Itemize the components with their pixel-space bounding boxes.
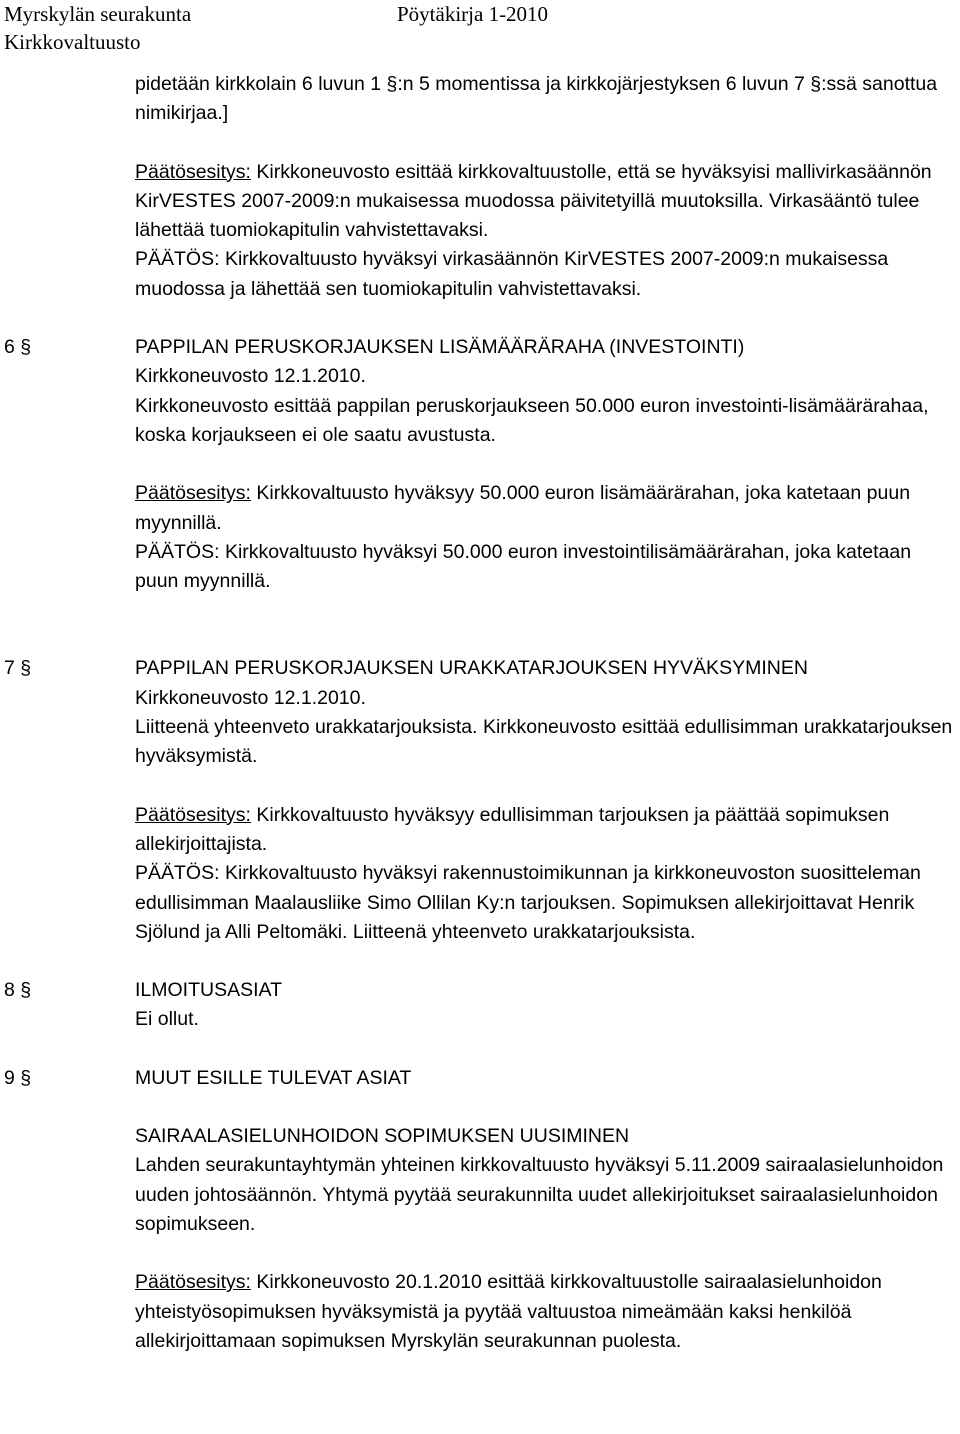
section-9 xyxy=(4,1064,955,1356)
section-number: 6 § xyxy=(4,336,32,359)
council-name: Kirkkovaltuusto xyxy=(4,30,141,54)
spacer xyxy=(135,772,955,801)
spacer xyxy=(135,304,955,333)
section-number: 7 § xyxy=(4,657,32,680)
section-title: MUUT ESILLE TULEVAT ASIAT xyxy=(135,1066,412,1089)
section-number: 9 § xyxy=(4,1066,32,1089)
proposal-text: Kirkkovaltuusto hyväksyy 50.000 euron lisämäärärahan, joka katetaan puun myynnillä. xyxy=(135,482,911,534)
decision-paragraph: PÄÄTÖS: Kirkkovaltuusto hyväksyi virkasäännön KirVESTES 2007-2009:n mukaisessa muodossa ja lähettää sen tuomiokapitulin vahvistettavaksi. xyxy=(135,248,889,300)
proposal-label: Päätösesitys: xyxy=(135,482,251,505)
section-title: PAPPILAN PERUSKORJAUKSEN URAKKATARJOUKSEN HYVÄKSYMINEN xyxy=(135,657,808,680)
spacer xyxy=(135,129,955,158)
continuation-text: pidetään kirkkolain 6 luvun 1 §:n 5 momentissa ja kirkkojärjestyksen 6 luvun 7 §:ssä sanottua nimikirjaa.] xyxy=(135,73,938,125)
document-id: Pöytäkirja 1-2010 xyxy=(397,2,549,26)
proposal-text: Kirkkoneuvosto esittää kirkkovaltuustolle, että se hyväksyisi mallivirkasäännön KirVESTES 2007-2009:n mukaisessa muodossa päivitetyillä muutoksilla. Virkasääntö tulee lähettää tuomiokapitulin vahvistettavaksi. xyxy=(135,160,932,242)
minutes-body xyxy=(4,70,955,1356)
spacer xyxy=(135,450,955,479)
parish-name: Myrskylän seurakunta xyxy=(4,2,192,26)
section-subtitle: SAIRAALASIELUNHOIDON SOPIMUKSEN UUSIMINEN xyxy=(135,1125,630,1148)
section-8 xyxy=(4,976,955,1035)
spacer xyxy=(135,947,955,976)
spacer xyxy=(135,596,955,654)
proposal-paragraph xyxy=(135,801,955,860)
proposal-text: Kirkkovaltuusto hyväksyy edullisimman tarjouksen ja päättää sopimuksen allekirjoittajista. xyxy=(135,803,890,855)
section-date: Kirkkoneuvosto 12.1.2010. xyxy=(135,365,366,388)
spacer xyxy=(135,1239,955,1268)
decision-paragraph: PÄÄTÖS: Kirkkovaltuusto hyväksyi rakennustoimikunnan ja kirkkoneuvoston suositteleman edullisimman Maalausliike Simo Ollilan Ky:n tarjouksen. Sopimuksen allekirjoittavat Henrik Sjölund ja Alli Peltomäki. Liitteenä yhteenveto urakkatarjouksista. xyxy=(135,862,921,943)
section-body: Lahden seurakuntayhtymän yhteinen kirkkovaltuusto hyväksyi 5.11.2009 sairaalasielunhoidon uuden johtosäännön. Yhtymä pyytää seurakunnilta uudet allekirjoitukset sairaalasielunhoidon sopimukseen. xyxy=(135,1154,944,1235)
proposal-paragraph xyxy=(135,479,955,538)
section-title: ILMOITUSASIAT xyxy=(135,979,282,1002)
spacer xyxy=(135,1093,955,1122)
proposal-text: Kirkkoneuvosto 20.1.2010 esittää kirkkovaltuustolle sairaalasielunhoidon yhteistyösopimuksen hyväksymistä ja pyytää valtuustoa nimeämään kaksi henkilöä allekirjoittamaan sopimuksen Myrskylän seurakunnan puolesta. xyxy=(135,1271,882,1352)
proposal-label: Päätösesitys: xyxy=(135,1271,251,1294)
page-header xyxy=(4,0,954,60)
section-title: PAPPILAN PERUSKORJAUKSEN LISÄMÄÄRÄRAHA (INVESTOINTI) xyxy=(135,336,745,359)
decision-paragraph: PÄÄTÖS: Kirkkovaltuusto hyväksyi 50.000 euron investointilisämäärärahan, joka katetaan puun myynnillä. xyxy=(135,540,912,593)
section-body: Liitteenä yhteenveto urakkatarjouksista. Kirkkoneuvosto esittää edullisimman urakkatarjouksen hyväksymistä. xyxy=(135,716,953,768)
spacer xyxy=(135,1035,955,1064)
proposal-label: Päätösesitys: xyxy=(135,160,251,183)
section-body: Ei ollut. xyxy=(135,1008,199,1031)
proposal-label: Päätösesitys: xyxy=(135,803,251,826)
proposal-paragraph xyxy=(135,1268,955,1356)
section-7 xyxy=(4,654,955,947)
proposal-paragraph xyxy=(135,158,955,246)
section-number: 8 § xyxy=(4,979,32,1002)
section-date: Kirkkoneuvosto 12.1.2010. xyxy=(135,686,366,709)
section-body: Kirkkoneuvosto esittää pappilan peruskorjaukseen 50.000 euron investointi-lisämäärärahaa, koska korjaukseen ei ole saatu avustusta. xyxy=(135,394,929,446)
section-6 xyxy=(4,333,955,596)
